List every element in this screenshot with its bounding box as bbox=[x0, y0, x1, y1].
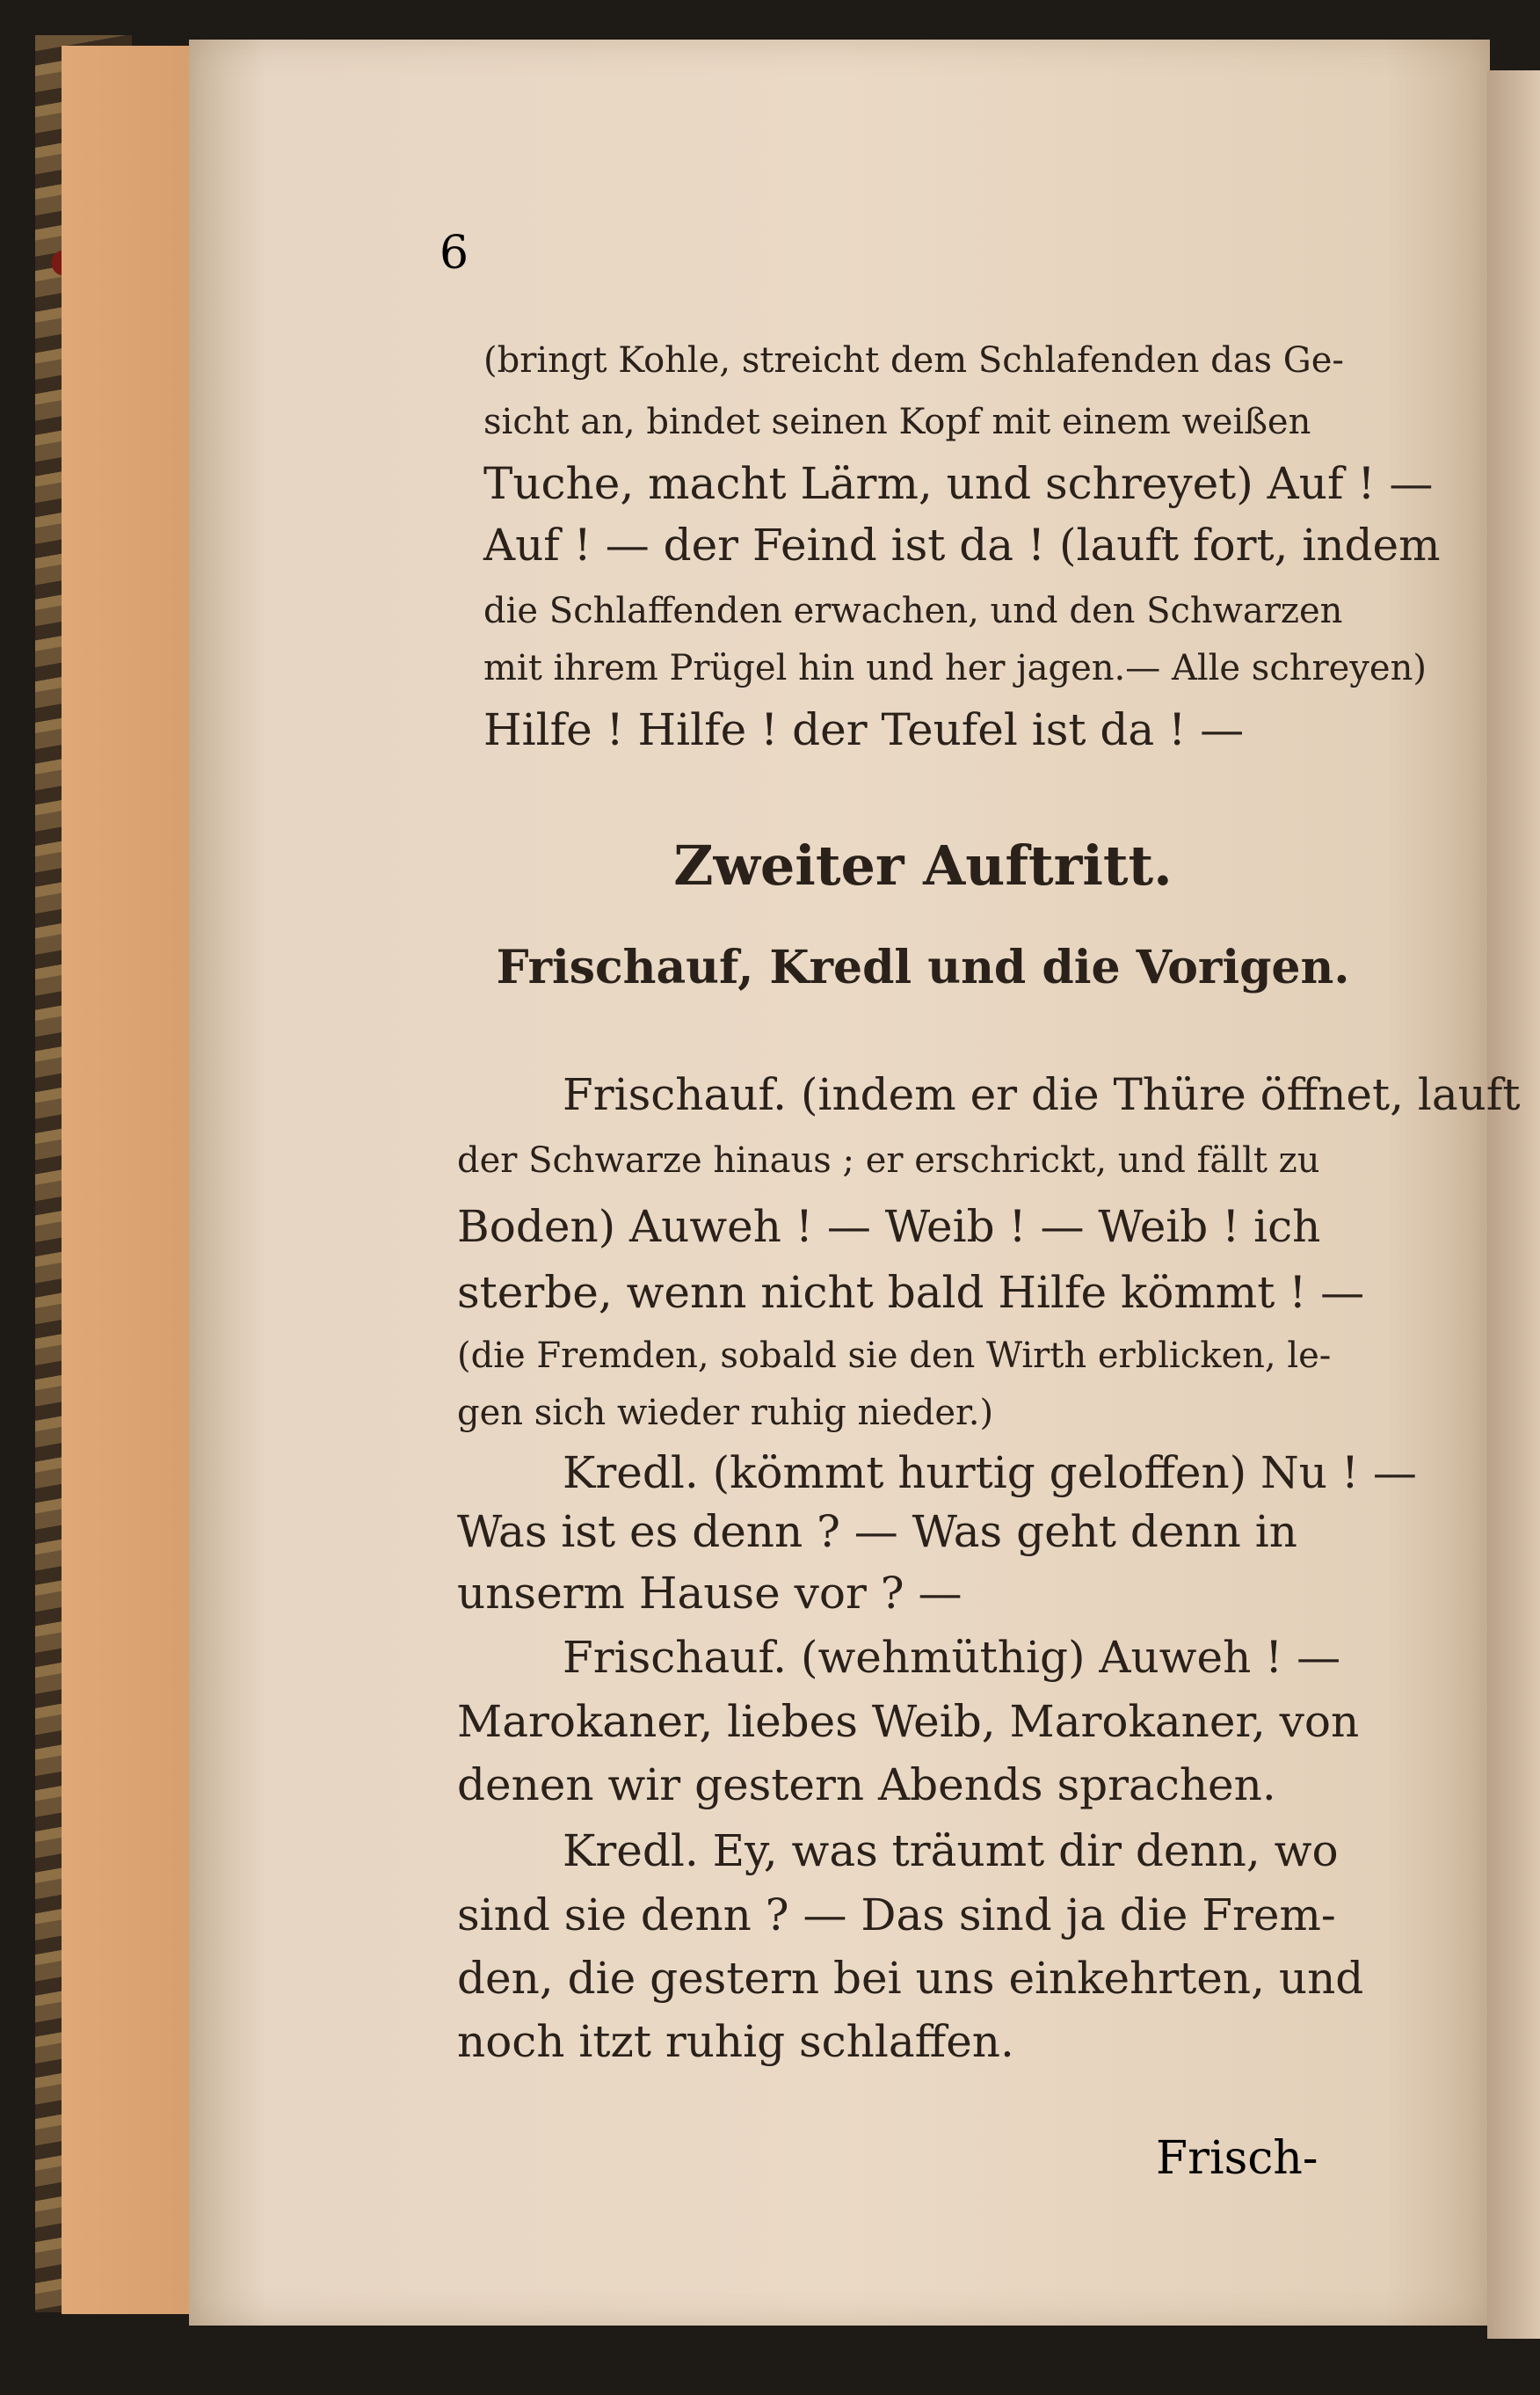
text-line: denen wir gestern Abends sprachen. bbox=[457, 1759, 1276, 1810]
text-line: Frischauf. (wehmüthig) Auweh ! — bbox=[563, 1632, 1341, 1683]
text-line: unserm Hause vor ? — bbox=[457, 1568, 962, 1619]
text-line: der Schwarze hinaus ; er erschrickt, und fällt zu bbox=[457, 1140, 1320, 1181]
text-line: sicht an, bindet seinen Kopf mit einem weißen bbox=[483, 402, 1311, 442]
characters-line: Frischauf, Kredl und die Vorigen. bbox=[496, 941, 1350, 994]
text-line: (die Fremden, sobald sie den Wirth erblicken, le- bbox=[457, 1336, 1332, 1376]
text-line: Frischauf. (indem er die Thüre öffnet, lauft bbox=[563, 1069, 1521, 1120]
text-line: Auf ! — der Feind ist da ! (lauft fort, indem bbox=[483, 520, 1441, 571]
text-line: Was ist es denn ? — Was geht denn in bbox=[457, 1506, 1297, 1557]
text-line: noch itzt ruhig schlaffen. bbox=[457, 2016, 1014, 2067]
text-line: Kredl. (kömmt hurtig geloffen) Nu ! — bbox=[563, 1447, 1417, 1498]
catchword: Frisch- bbox=[1156, 2132, 1318, 2185]
text-line: Tuche, macht Lärm, und schreyet) Auf ! — bbox=[483, 458, 1434, 509]
text-line: Boden) Auweh ! — Weib ! — Weib ! ich bbox=[457, 1201, 1321, 1252]
text-line: sind sie denn ? — Das sind ja die Frem- bbox=[457, 1889, 1336, 1940]
text-line: gen sich wieder ruhig nieder.) bbox=[457, 1393, 994, 1433]
text-line: Marokaner, liebes Weib, Marokaner, von bbox=[457, 1696, 1360, 1747]
text-line: den, die gestern bei uns einkehrten, und bbox=[457, 1953, 1364, 2004]
facing-page-edge bbox=[1487, 70, 1540, 2339]
text-line: mit ihrem Prügel hin und her jagen.— Alle schreyen) bbox=[483, 648, 1427, 688]
text-line: Hilfe ! Hilfe ! der Teufel ist da ! — bbox=[483, 704, 1245, 755]
text-line: die Schlaffenden erwachen, und den Schwarzen bbox=[483, 591, 1343, 631]
page-number: 6 bbox=[439, 227, 469, 280]
scene-heading: Zweiter Auftritt. bbox=[673, 834, 1173, 898]
text-line: Kredl. Ey, was träumt dir denn, wo bbox=[563, 1825, 1339, 1876]
text-line: (bringt Kohle, streicht dem Schlafenden das Ge- bbox=[483, 340, 1344, 381]
text-line: sterbe, wenn nicht bald Hilfe kömmt ! — bbox=[457, 1267, 1365, 1318]
